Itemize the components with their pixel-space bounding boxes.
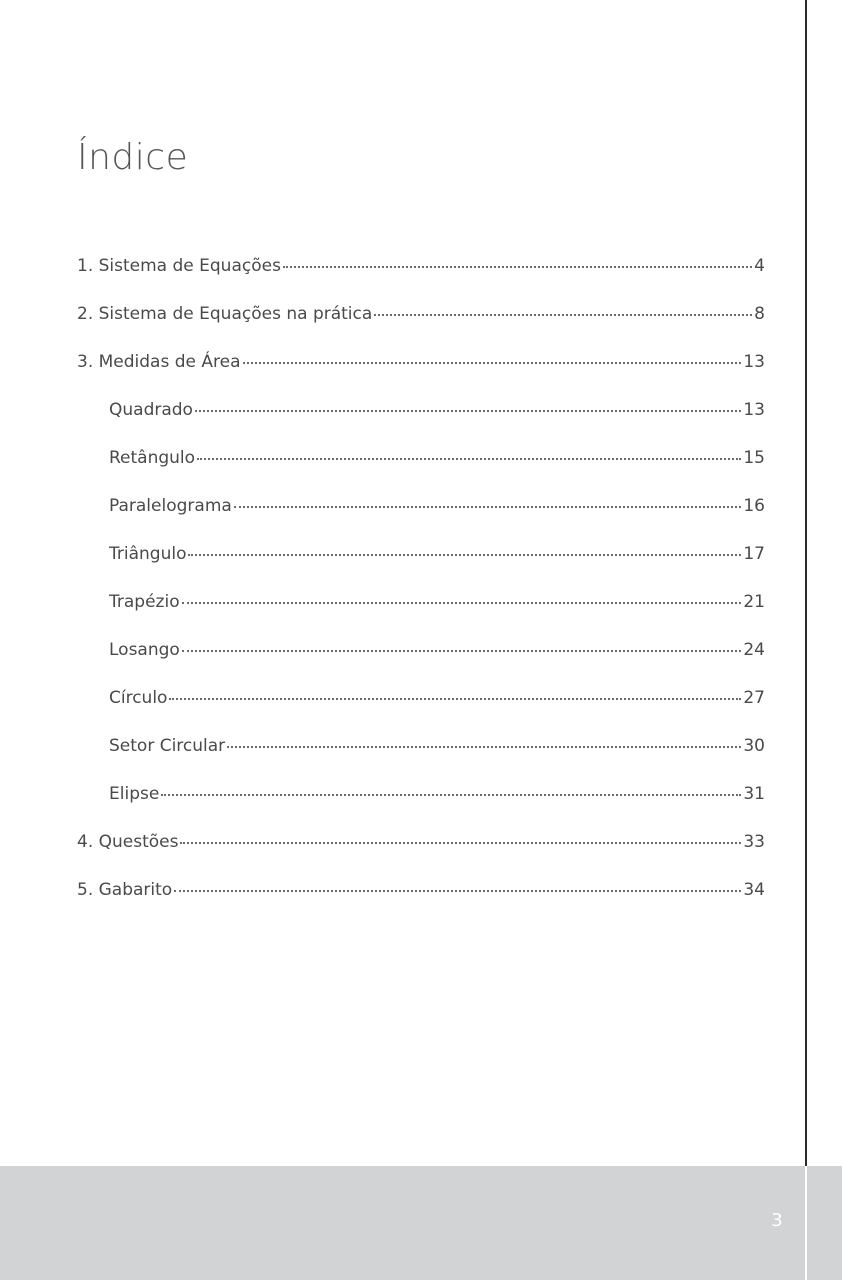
toc-dot-leader — [174, 889, 741, 892]
toc-entry[interactable] — [109, 592, 765, 622]
toc-entry-label: Triângulo — [109, 544, 187, 564]
toc-dot-leader — [195, 409, 741, 412]
toc-dot-leader — [197, 457, 741, 460]
toc-entry[interactable] — [109, 784, 765, 814]
toc-entry-page-number: 4 — [754, 256, 765, 276]
toc-entry-page-number: 21 — [743, 592, 765, 612]
page-number: 3 — [771, 1210, 783, 1231]
toc-dot-leader — [161, 793, 741, 796]
toc-dot-leader — [169, 697, 741, 700]
toc-entry-page-number: 15 — [743, 448, 765, 468]
toc-entry-label: 4. Questões — [77, 832, 179, 852]
toc-entry-label: Setor Circular — [109, 736, 226, 756]
toc-entry[interactable] — [109, 688, 765, 718]
toc-entry[interactable] — [77, 352, 765, 382]
toc-dot-leader — [374, 313, 752, 316]
toc-entry-label: 5. Gabarito — [77, 880, 173, 900]
toc-entry-page-number: 16 — [743, 496, 765, 516]
toc-entry-page-number: 31 — [743, 784, 765, 804]
toc-entry-page-number: 17 — [743, 544, 765, 564]
toc-entry-page-number: 27 — [743, 688, 765, 708]
footer-divider — [805, 1166, 807, 1280]
toc-entry-label: Retângulo — [109, 448, 196, 468]
toc-entry[interactable] — [109, 736, 765, 766]
toc-dot-leader — [182, 649, 742, 652]
toc-dot-leader — [283, 265, 752, 268]
page-title: Índice — [77, 137, 189, 178]
toc-entry[interactable] — [77, 304, 765, 334]
toc-dot-leader — [180, 841, 741, 844]
toc-entry[interactable] — [77, 880, 765, 910]
toc-entry-page-number: 30 — [743, 736, 765, 756]
toc-entry-label: Círculo — [109, 688, 168, 708]
toc-entry-page-number: 34 — [743, 880, 765, 900]
toc-entry-label: 1. Sistema de Equações — [77, 256, 281, 276]
toc-dot-leader — [234, 505, 742, 508]
toc-entry-label: 3. Medidas de Área — [77, 352, 241, 372]
toc-entry-label: Quadrado — [109, 400, 193, 420]
page-footer — [0, 1166, 842, 1280]
toc-entry-page-number: 13 — [743, 352, 765, 372]
toc-entry-label: Losango — [109, 640, 180, 660]
toc-entry[interactable] — [109, 640, 765, 670]
toc-entry[interactable] — [109, 496, 765, 526]
toc-entry-label: Elipse — [109, 784, 160, 804]
toc-entry-label: Paralelograma — [109, 496, 232, 516]
toc-entry-label: Trapézio — [109, 592, 180, 612]
toc-entry-label: 2. Sistema de Equações na prática — [77, 304, 373, 324]
toc-entry[interactable] — [109, 544, 765, 574]
toc-entry[interactable] — [109, 400, 765, 430]
toc-entry-page-number: 33 — [743, 832, 765, 852]
page-spine-line — [805, 0, 807, 1166]
toc-entry-page-number: 13 — [743, 400, 765, 420]
toc-entry-page-number: 24 — [743, 640, 765, 660]
toc-entry[interactable] — [77, 256, 765, 286]
toc-dot-leader — [188, 553, 741, 556]
toc-dot-leader — [243, 361, 742, 364]
toc-entry[interactable] — [77, 832, 765, 862]
toc-dot-leader — [182, 601, 742, 604]
toc-dot-leader — [227, 745, 741, 748]
toc-entry-page-number: 8 — [754, 304, 765, 324]
toc-entry[interactable] — [109, 448, 765, 478]
